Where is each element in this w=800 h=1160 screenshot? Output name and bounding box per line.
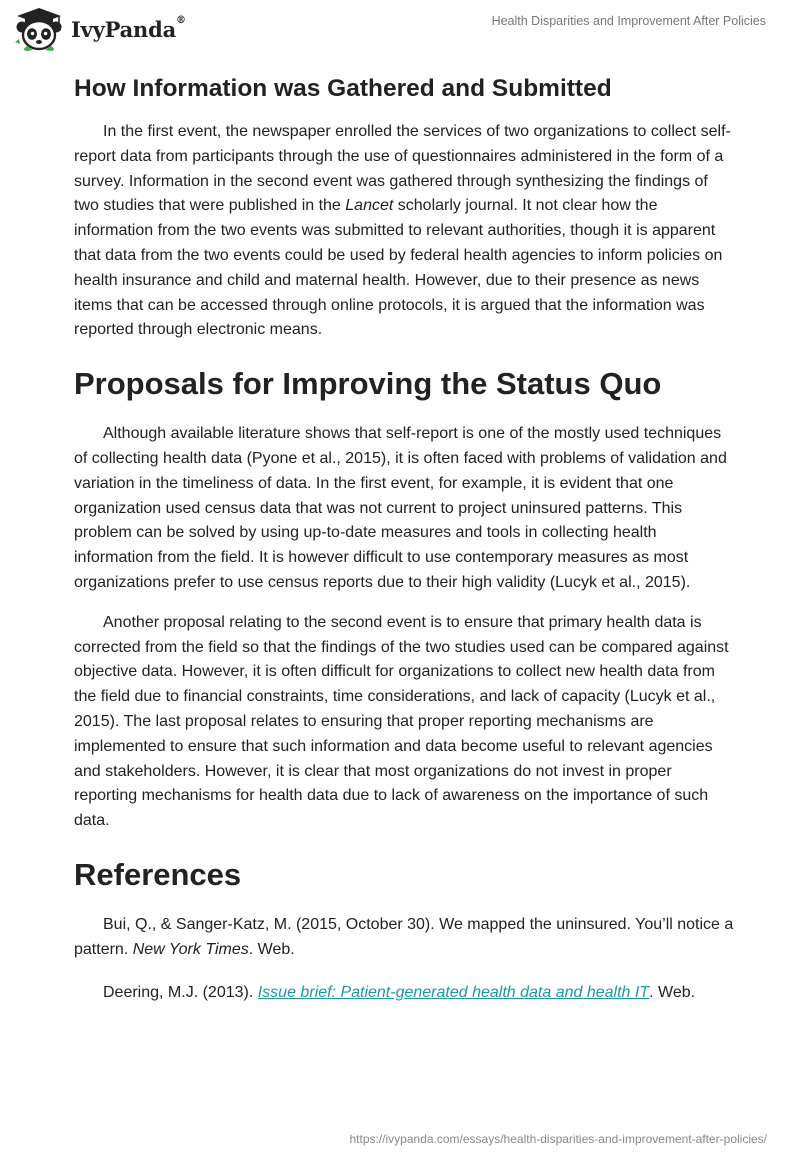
- essay-body: [74, 72, 734, 1023]
- registered-mark: ®: [176, 14, 186, 26]
- paragraph-gathered: In the first event, the newspaper enrolled the services of two organizations to collect self-report data from participants through the use of questionnaires administered in the form of a survey. Information in the second event was gathered through synthesizing the findings of two studies that were published in the Lancet scholarly journal. It not clear how the information from the two events was submitted to relevant authorities, though it is apparent that data from the two events could be used by federal health agencies to inform policies on health insurance and child and maternal health. However, due to their presence as news items that can be accessed through online protocols, it is argued that the information was reported through electronic means.: [74, 123, 731, 339]
- section-heading-proposals: Proposals for Improving the Status Quo: [74, 366, 662, 402]
- panda-graduate-icon: [13, 6, 65, 52]
- reference-item: Deering, M.J. (2013). Issue brief: Patient-generated health data and health IT. Web.: [103, 983, 696, 1001]
- brand-name: IvyPanda®: [71, 14, 186, 42]
- reference-link[interactable]: Issue brief: Patient-generated health data and health IT: [257, 983, 650, 1001]
- reference-item: Bui, Q., & Sanger-Katz, M. (2015, October 30). We mapped the uninsured. You’ll notice a pattern. New York Times. Web.: [74, 915, 734, 958]
- paragraph-proposals-1: Although available literature shows that self-report is one of the mostly used techniques of collecting health data (Pyone et al., 2015), it is often faced with problems of validation and variation in the timeliness of data. In the first event, for example, it is evident that one organization used census data that was not current to project uninsured patterns. This problem can be solved by using up-to-date measures and tools in collecting health information from the field. It is however difficult to use contemporary measures as most organizations prefer to use census reports due to their high validity (Lucyk et al., 2015).: [74, 425, 727, 591]
- footer-url[interactable]: https://ivypanda.com/essays/health-disparities-and-improvement-after-policies/: [349, 1132, 767, 1146]
- publication-name: New York Times: [132, 940, 249, 958]
- section-heading-references: References: [74, 856, 242, 892]
- paragraph-proposals-2: Another proposal relating to the second event is to ensure that primary health data is corrected from the field so that the findings of the two studies used can be compared against objective data. However, it is often difficult for organizations to collect new health data from the field due to financial constraints, time considerations, and lack of capacity (Lucyk et al., 2015). The last proposal relates to ensuring that proper reporting mechanisms are implemented to ensure that such information and data become useful to relevant agencies and stakeholders. However, it is clear that most organizations do not invest in proper reporting mechanisms for health data due to lack of awareness on the importance of such data.: [74, 613, 729, 830]
- page-header: [0, 0, 800, 60]
- brand-logo[interactable]: [13, 6, 186, 52]
- section-heading-gathered: How Information was Gathered and Submitted: [74, 75, 612, 102]
- document-title: Health Disparities and Improvement After Policies: [491, 14, 766, 28]
- journal-name: Lancet: [345, 197, 394, 215]
